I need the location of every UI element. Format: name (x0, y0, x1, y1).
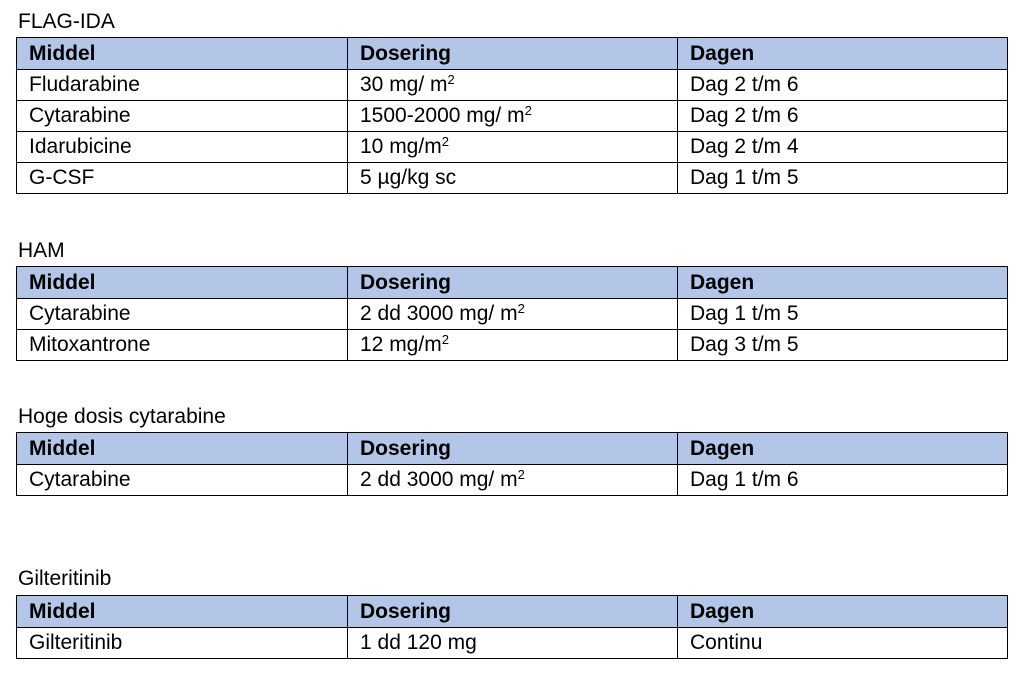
section-title-flag-ida: FLAG-IDA (18, 10, 115, 33)
table-header-row (17, 38, 1008, 70)
dosering-text: 2 dd 3000 mg/ m (360, 468, 518, 491)
cell-dagen: Dag 2 t/m 4 (678, 132, 1008, 163)
header-dagen: Dagen (678, 433, 1008, 465)
table-row (17, 132, 1008, 163)
cell-middel: Fludarabine (17, 70, 348, 101)
cell-dosering (348, 163, 678, 194)
table-header-row (17, 267, 1008, 299)
section-title-ham: HAM (18, 239, 65, 262)
dosering-superscript: 2 (447, 71, 455, 87)
cell-middel: Cytarabine (17, 101, 348, 132)
header-middel: Middel (17, 267, 348, 299)
cell-middel: G-CSF (17, 163, 348, 194)
cell-dagen: Dag 2 t/m 6 (678, 101, 1008, 132)
cell-middel: Gilteritinib (17, 628, 348, 659)
cell-middel: Mitoxantrone (17, 330, 348, 361)
regimen-table-hoge-dosis-cytarabine (16, 432, 1008, 496)
dosering-superscript: 2 (441, 133, 449, 149)
header-dagen: Dagen (678, 267, 1008, 299)
table-row (17, 70, 1008, 101)
table-row (17, 163, 1008, 194)
table-row (17, 101, 1008, 132)
header-middel: Middel (17, 596, 348, 628)
cell-dosering (348, 70, 678, 101)
dosering-text: 1500-2000 mg/ m (360, 104, 525, 127)
table-header-row (17, 596, 1008, 628)
table-row (17, 299, 1008, 330)
dosering-superscript: 2 (517, 300, 525, 316)
header-middel: Middel (17, 433, 348, 465)
section-title-hoge-dosis-cytarabine: Hoge dosis cytarabine (18, 405, 226, 428)
header-dosering: Dosering (348, 596, 678, 628)
cell-dagen: Dag 3 t/m 5 (678, 330, 1008, 361)
table-row (17, 628, 1008, 659)
regimen-table-flag-ida (16, 37, 1008, 194)
dosering-text: 5 µg/kg sc (360, 166, 457, 189)
cell-middel: Idarubicine (17, 132, 348, 163)
cell-dagen: Continu (678, 628, 1008, 659)
cell-dosering (348, 330, 678, 361)
section-title-gilteritinib: Gilteritinib (18, 567, 112, 590)
regimen-table-ham (16, 266, 1008, 361)
dosering-superscript: 2 (524, 102, 532, 118)
header-dosering: Dosering (348, 433, 678, 465)
table-row (17, 330, 1008, 361)
cell-dagen: Dag 1 t/m 6 (678, 465, 1008, 496)
dosering-superscript: 2 (441, 331, 449, 347)
dosering-text: 1 dd 120 mg (360, 631, 477, 654)
header-dosering: Dosering (348, 38, 678, 70)
regimen-table-gilteritinib (16, 595, 1008, 659)
dosering-text: 10 mg/m (360, 135, 442, 158)
header-dagen: Dagen (678, 38, 1008, 70)
dosering-text: 30 mg/ m (360, 73, 448, 96)
table-row (17, 465, 1008, 496)
cell-dagen: Dag 1 t/m 5 (678, 299, 1008, 330)
header-dagen: Dagen (678, 596, 1008, 628)
table-header-row (17, 433, 1008, 465)
dosering-superscript: 2 (517, 466, 525, 482)
header-middel: Middel (17, 38, 348, 70)
cell-middel: Cytarabine (17, 299, 348, 330)
dosering-text: 2 dd 3000 mg/ m (360, 302, 518, 325)
cell-dosering (348, 299, 678, 330)
cell-dosering (348, 101, 678, 132)
cell-dosering (348, 628, 678, 659)
cell-middel: Cytarabine (17, 465, 348, 496)
cell-dagen: Dag 1 t/m 5 (678, 163, 1008, 194)
header-dosering: Dosering (348, 267, 678, 299)
dosering-text: 12 mg/m (360, 333, 442, 356)
cell-dagen: Dag 2 t/m 6 (678, 70, 1008, 101)
cell-dosering (348, 132, 678, 163)
cell-dosering (348, 465, 678, 496)
